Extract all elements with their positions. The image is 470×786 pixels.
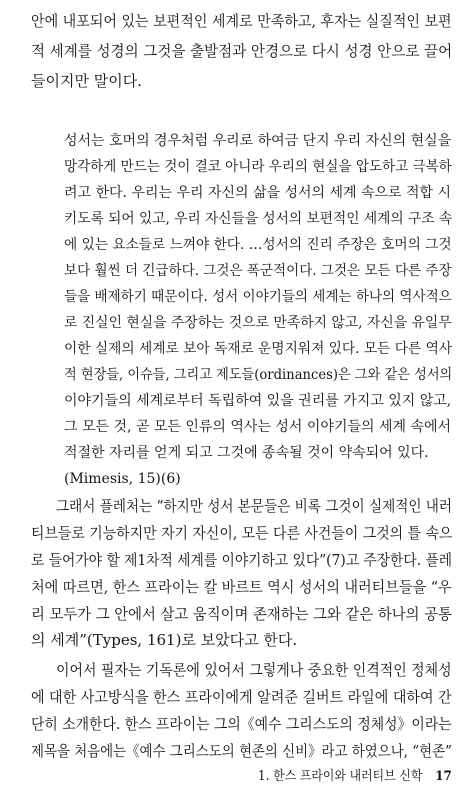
quote-line: 망각하게 만드는 것이 결코 아니라 우리의 현실을 압도하고 극복하 <box>64 159 452 175</box>
paragraph-line: 리 모두가 그 안에서 살고 움직이며 존재하는 그와 같은 하나의 공통 <box>31 605 452 623</box>
page-number: 17 <box>435 769 452 784</box>
paragraph-line: 제목을 처음에는《예수 그리스도의 현존의 신비》라고 하였으나, “현존” <box>31 742 452 760</box>
paragraph-line: 안에 내포되어 있는 보편적인 세계로 만족하고, 후자는 실질적인 보편 <box>31 12 452 30</box>
quote-line: 키도록 되어 있고, 우리 자신들을 성서의 보편적인 세계의 구조 속 <box>64 211 453 227</box>
quote-line: 적절한 자리를 얻게 되고 그것에 종속될 것이 약속되어 있다. <box>64 445 429 461</box>
paragraph-line: 그래서 플레처는 “하지만 성서 본문들은 비록 그것이 실제적인 내러 <box>56 497 453 515</box>
quote-line: 로 진실인 현실을 주장하는 것으로 만족하지 않고, 자신을 유일무 <box>64 315 452 331</box>
paragraph-line: 에 대한 사고방식을 한스 프라이에게 알려준 길버트 라일에 대하여 간 <box>31 688 452 706</box>
paragraph-line: 티브들로 기능하지만 자기 자신이, 모든 다른 사건들이 그것의 틀 속으 <box>31 524 453 542</box>
page-footer <box>258 765 452 784</box>
paragraph-line: 들이지만 말이다. <box>31 72 142 90</box>
quote-line: 그 모든 것, 곧 모든 인류의 역사는 성서 이야기들의 세계 속에서 <box>64 419 452 435</box>
paragraph-line: 처에 따르면, 한스 프라이는 칼 바르트 역시 성서의 내러티브들을 “우 <box>31 578 452 596</box>
paragraph-line: 로 들어가야 할 제1차적 세계를 이야기하고 있다”(7)고 주장한다. 플레 <box>31 551 453 569</box>
paragraph-line: 적 세계를 성경의 그것을 출발점과 안경으로 다시 성경 안으로 끌어 <box>31 42 453 60</box>
quote-line: 이한 실제의 세계로 보아 독재로 운명지워져 있다. 모든 다른 역사 <box>64 341 453 357</box>
quote-citation: (Mimesis, 15)(6) <box>64 471 181 487</box>
quote-line: 성서는 호머의 경우처럼 우리로 하여금 단지 우리 자신의 현실을 <box>64 133 452 149</box>
paragraph-line: 이어서 필자는 기독론에 있어서 그렇게나 중요한 인격적인 정체성 <box>56 661 452 679</box>
quote-line: 려고 한다. 우리는 우리 자신의 삶을 성서의 세계 속으로 적합 시 <box>64 185 452 201</box>
quote-line: 에 있는 요소들로 느껴야 한다. …성서의 진리 주장은 호머의 그것 <box>64 237 452 253</box>
quote-line: 보다 훨씬 더 긴급하다. 그것은 폭군적이다. 그것은 모든 다른 주장 <box>64 263 452 279</box>
quote-line: 이야기들의 세계로부터 독립하여 있을 권리를 가지고 있지 않고, <box>64 393 452 409</box>
paragraph-line: 단히 소개한다. 한스 프라이는 그의《예수 그리스도의 정체성》이라는 <box>31 715 452 733</box>
paragraph-line: 의 세계”(Types, 161)로 보았다고 한다. <box>31 631 298 649</box>
quote-line: 적 현장들, 이슈들, 그리고 제도들(ordinances)은 그와 같은 성서의 <box>64 367 453 383</box>
running-title: 1. 한스 프라이와 내러티브 신학 <box>258 769 423 784</box>
quote-line: 들을 배제하기 때문이다. 성서 이야기들의 세계는 하나의 역사적으 <box>64 289 452 305</box>
